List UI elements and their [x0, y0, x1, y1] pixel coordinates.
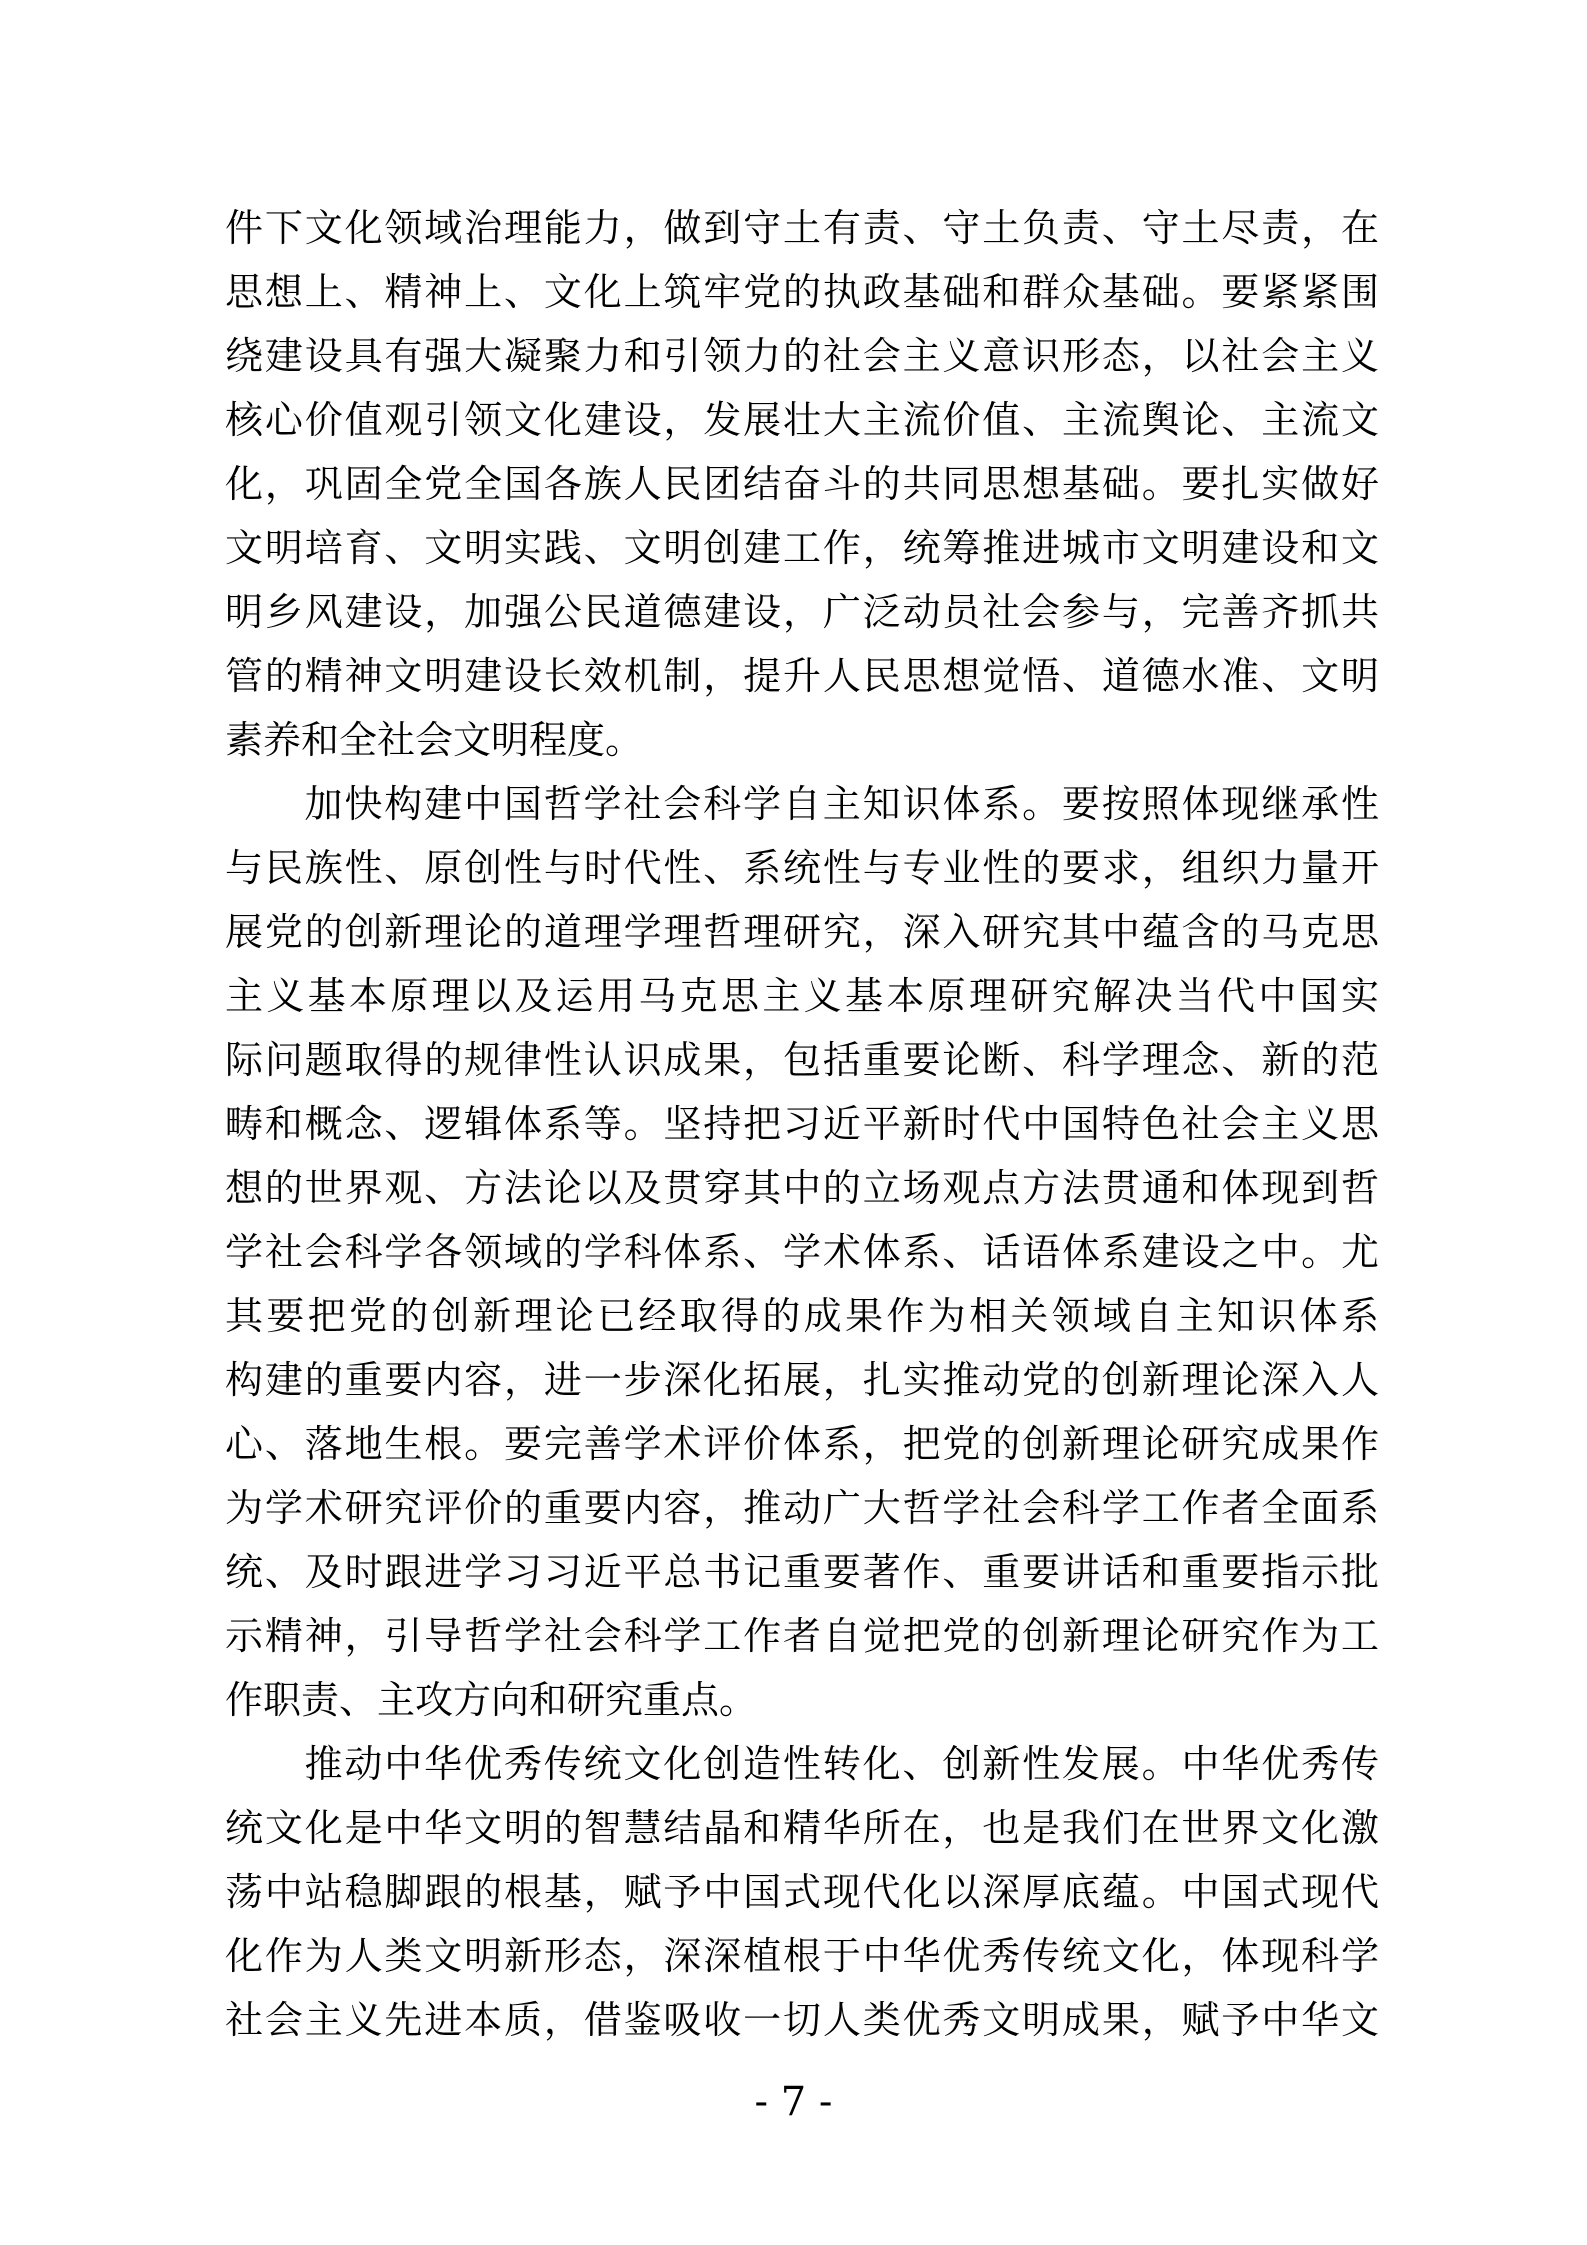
- text-line: 与民族性、原创性与时代性、系统性与专业性的要求，组织力量开: [225, 846, 1379, 890]
- text-line: 素养和全社会文明程度。: [225, 718, 644, 762]
- text-line: 构建的重要内容，进一步深化拓展，扎实推动党的创新理论深入人: [225, 1358, 1379, 1402]
- text-line: 推动中华优秀传统文化创造性转化、创新性发展。中华优秀传: [304, 1742, 1379, 1786]
- text-line: 化作为人类文明新形态，深深植根于中华优秀传统文化，体现科学: [225, 1934, 1379, 1978]
- page-number: - 7 -: [754, 2079, 833, 2125]
- text-line: 其要把党的创新理论已经取得的成果作为相关领域自主知识体系: [225, 1294, 1379, 1338]
- text-line: 社会主义先进本质，借鉴吸收一切人类优秀文明成果，赋予中华文: [225, 1998, 1379, 2042]
- text-line: 示精神，引导哲学社会科学工作者自觉把党的创新理论研究作为工: [225, 1614, 1379, 1658]
- text-line: 主义基本原理以及运用马克思主义基本原理研究解决当代中国实: [225, 974, 1379, 1018]
- text-line: 件下文化领域治理能力，做到守土有责、守土负责、守土尽责，在: [225, 206, 1379, 250]
- text-line: 明乡风建设，加强公民道德建设，广泛动员社会参与，完善齐抓共: [225, 590, 1379, 634]
- text-line: 畴和概念、逻辑体系等。坚持把习近平新时代中国特色社会主义思: [225, 1102, 1379, 1146]
- text-line: 管的精神文明建设长效机制，提升人民思想觉悟、道德水准、文明: [225, 654, 1379, 698]
- text-line: 为学术研究评价的重要内容，推动广大哲学社会科学工作者全面系: [225, 1486, 1379, 1530]
- text-line: 文明培育、文明实践、文明创建工作，统筹推进城市文明建设和文: [225, 526, 1379, 570]
- text-line: 统、及时跟进学习习近平总书记重要著作、重要讲话和重要指示批: [225, 1550, 1379, 1594]
- text-line: 绕建设具有强大凝聚力和引领力的社会主义意识形态，以社会主义: [225, 334, 1379, 378]
- text-line: 展党的创新理论的道理学理哲理研究，深入研究其中蕴含的马克思: [225, 910, 1379, 954]
- text-line: 荡中站稳脚跟的根基，赋予中国式现代化以深厚底蕴。中国式现代: [225, 1870, 1379, 1914]
- text-line: 化，巩固全党全国各族人民团结奋斗的共同思想基础。要扎实做好: [225, 462, 1379, 506]
- text-line: 核心价值观引领文化建设，发展壮大主流价值、主流舆论、主流文: [225, 398, 1379, 442]
- text-line: 想的世界观、方法论以及贯穿其中的立场观点方法贯通和体现到哲: [225, 1166, 1379, 1210]
- text-line: 思想上、精神上、文化上筑牢党的执政基础和群众基础。要紧紧围: [225, 270, 1379, 314]
- text-block: [225, 196, 1379, 2052]
- text-line: 际问题取得的规律性认识成果，包括重要论断、科学理念、新的范: [225, 1038, 1379, 1082]
- text-line: 学社会科学各领域的学科体系、学术体系、话语体系建设之中。尤: [225, 1230, 1379, 1274]
- text-line: 统文化是中华文明的智慧结晶和精华所在，也是我们在世界文化激: [225, 1806, 1379, 1850]
- text-line: 加快构建中国哲学社会科学自主知识体系。要按照体现继承性: [304, 782, 1379, 826]
- text-line: 作职责、主攻方向和研究重点。: [225, 1678, 758, 1722]
- text-line: 心、落地生根。要完善学术评价体系，把党的创新理论研究成果作: [225, 1422, 1379, 1466]
